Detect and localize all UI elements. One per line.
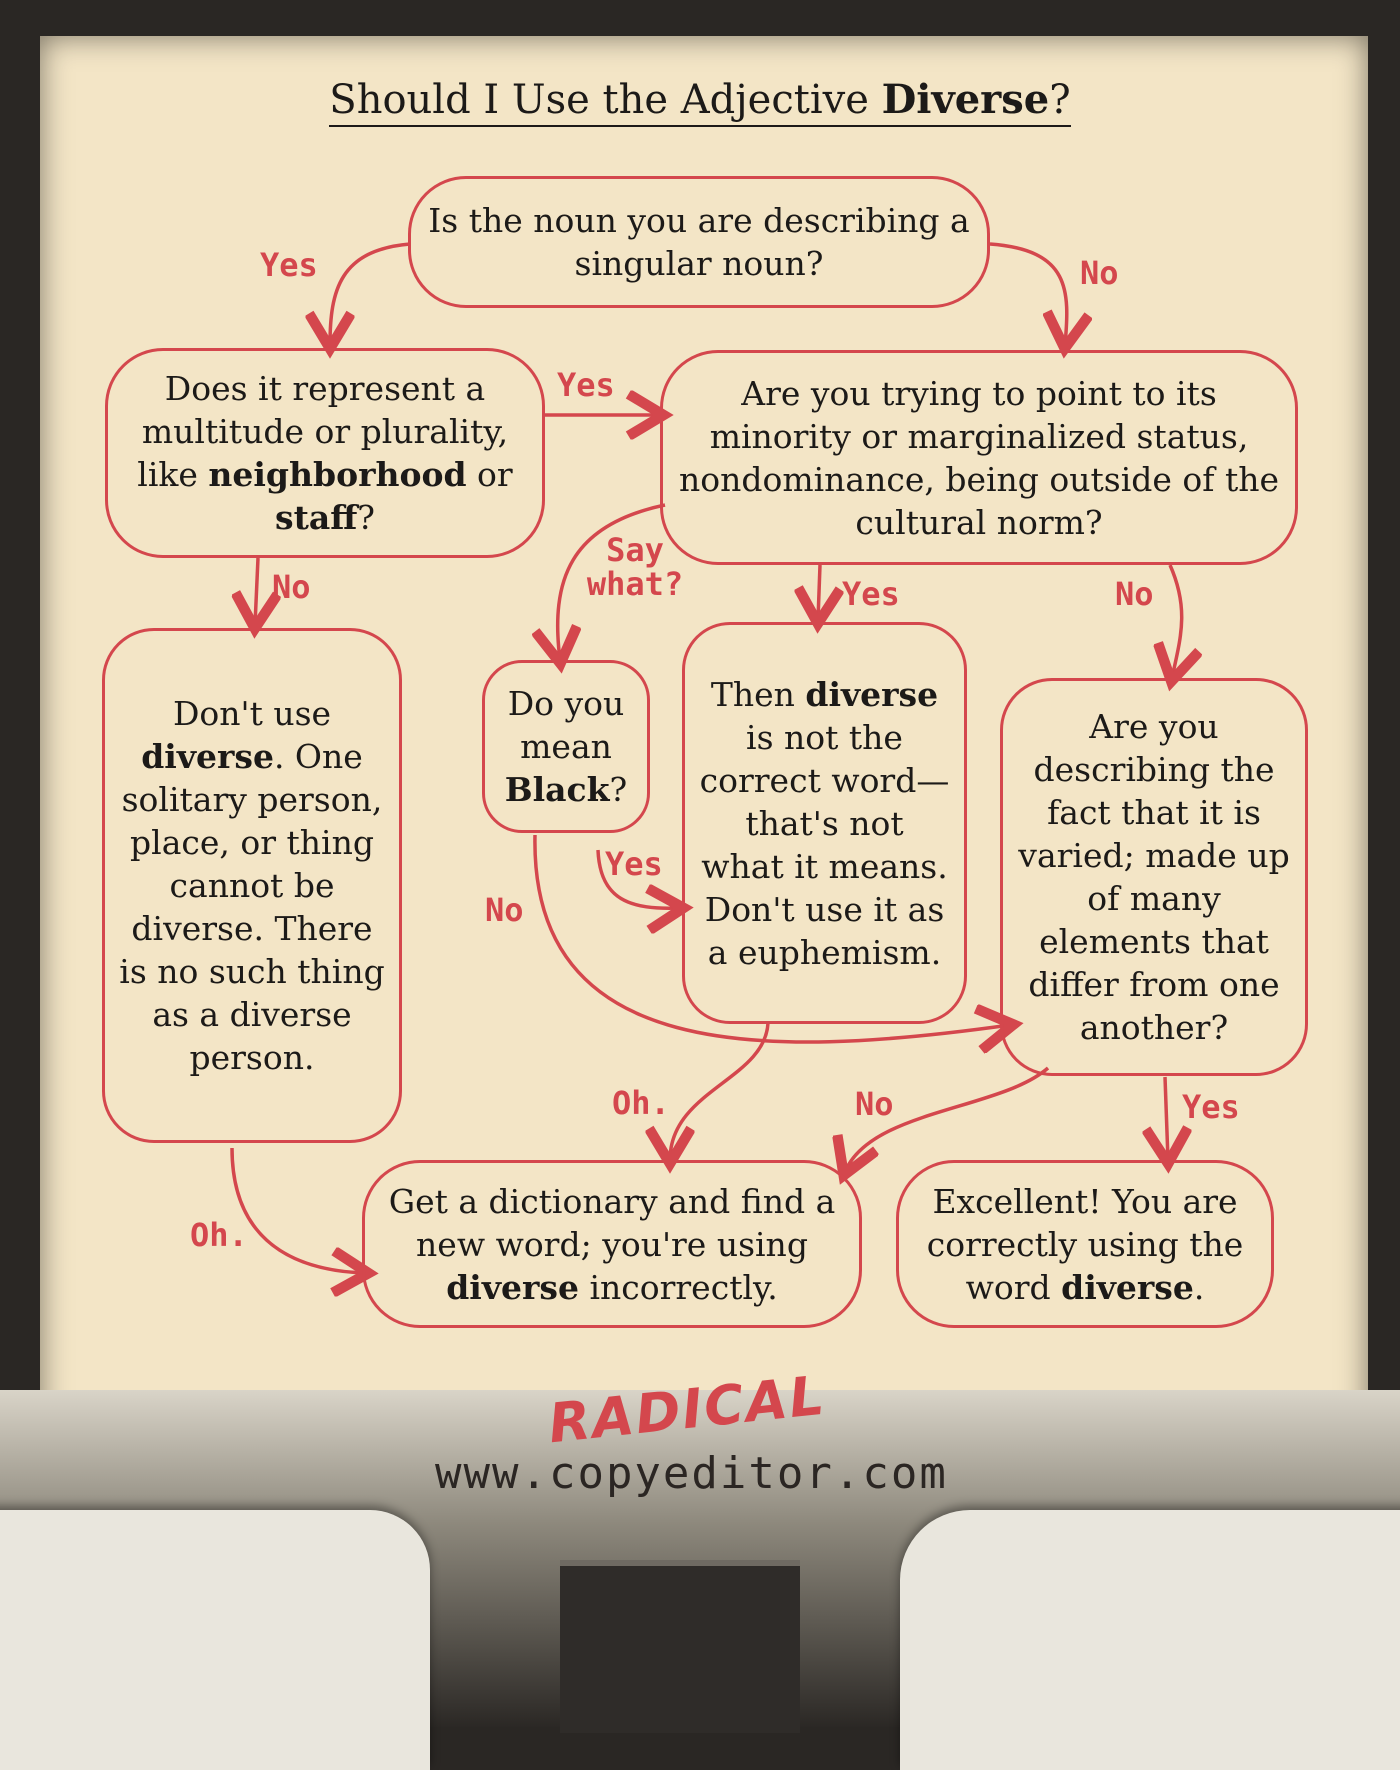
node-get-dictionary: Get a dictionary and find a new word; you're using diverse incorrectly.: [362, 1160, 862, 1328]
typewriter-type-guide: [560, 1560, 800, 1733]
arrow-q3-yes: [818, 565, 820, 620]
handwritten-radical: RADICAL: [545, 1363, 829, 1456]
arrow-varied-yes: [1165, 1077, 1168, 1160]
node-excellent: Excellent! You are correctly using the word diverse.: [896, 1160, 1274, 1328]
node-not-correct: Then diverse is not the correct word—that's not what it means. Don't use it as a euphemism.: [682, 622, 967, 1024]
page-title: Should I Use the Adjective Diverse?: [0, 76, 1400, 123]
node-dont-use: Don't use diverse. One solitary person, place, or thing cannot be diverse. There is no such thing as a diverse person.: [102, 628, 402, 1143]
arrow-q1-no: [990, 244, 1067, 345]
node-multitude: Does it represent a multitude or plurality, like neighborhood or staff?: [105, 348, 545, 558]
arrow-q1-yes: [330, 244, 410, 345]
label-q3-say-what: Say what?: [586, 531, 684, 603]
arrow-dont-oh: [232, 1148, 365, 1273]
node-mean-black: Do you mean Black?: [482, 660, 650, 833]
typewriter-platen-right: [900, 1510, 1400, 1770]
arrow-q3-no: [1170, 565, 1182, 678]
label-q3-yes: Yes: [842, 575, 900, 613]
label-q2-no: No: [272, 568, 311, 606]
label-varied-yes: Yes: [1182, 1088, 1240, 1126]
label-q1-no: No: [1080, 254, 1119, 292]
typewriter-platen-left: [0, 1510, 430, 1770]
site-url: www.copyeditor.com: [435, 1448, 948, 1499]
label-varied-no: No: [855, 1085, 894, 1123]
label-q1-yes: Yes: [260, 246, 318, 284]
node-varied: Are you describing the fact that it is varied; made up of many elements that differ from one another?: [1000, 678, 1308, 1076]
label-black-no: No: [485, 891, 524, 929]
label-black-yes: Yes: [605, 845, 663, 883]
label-q2-yes: Yes: [557, 366, 615, 404]
arrow-then-oh: [670, 1023, 768, 1160]
node-minority-status: Are you trying to point to its minority or marginalized status, nondominance, being outside of the cultural norm?: [660, 350, 1298, 565]
label-q3-no: No: [1115, 575, 1154, 613]
label-then-oh: Oh.: [612, 1084, 670, 1122]
arrow-q2-no: [255, 558, 258, 625]
node-singular-noun: Is the noun you are describing a singular noun?: [408, 176, 990, 308]
label-dont-oh: Oh.: [190, 1216, 248, 1254]
